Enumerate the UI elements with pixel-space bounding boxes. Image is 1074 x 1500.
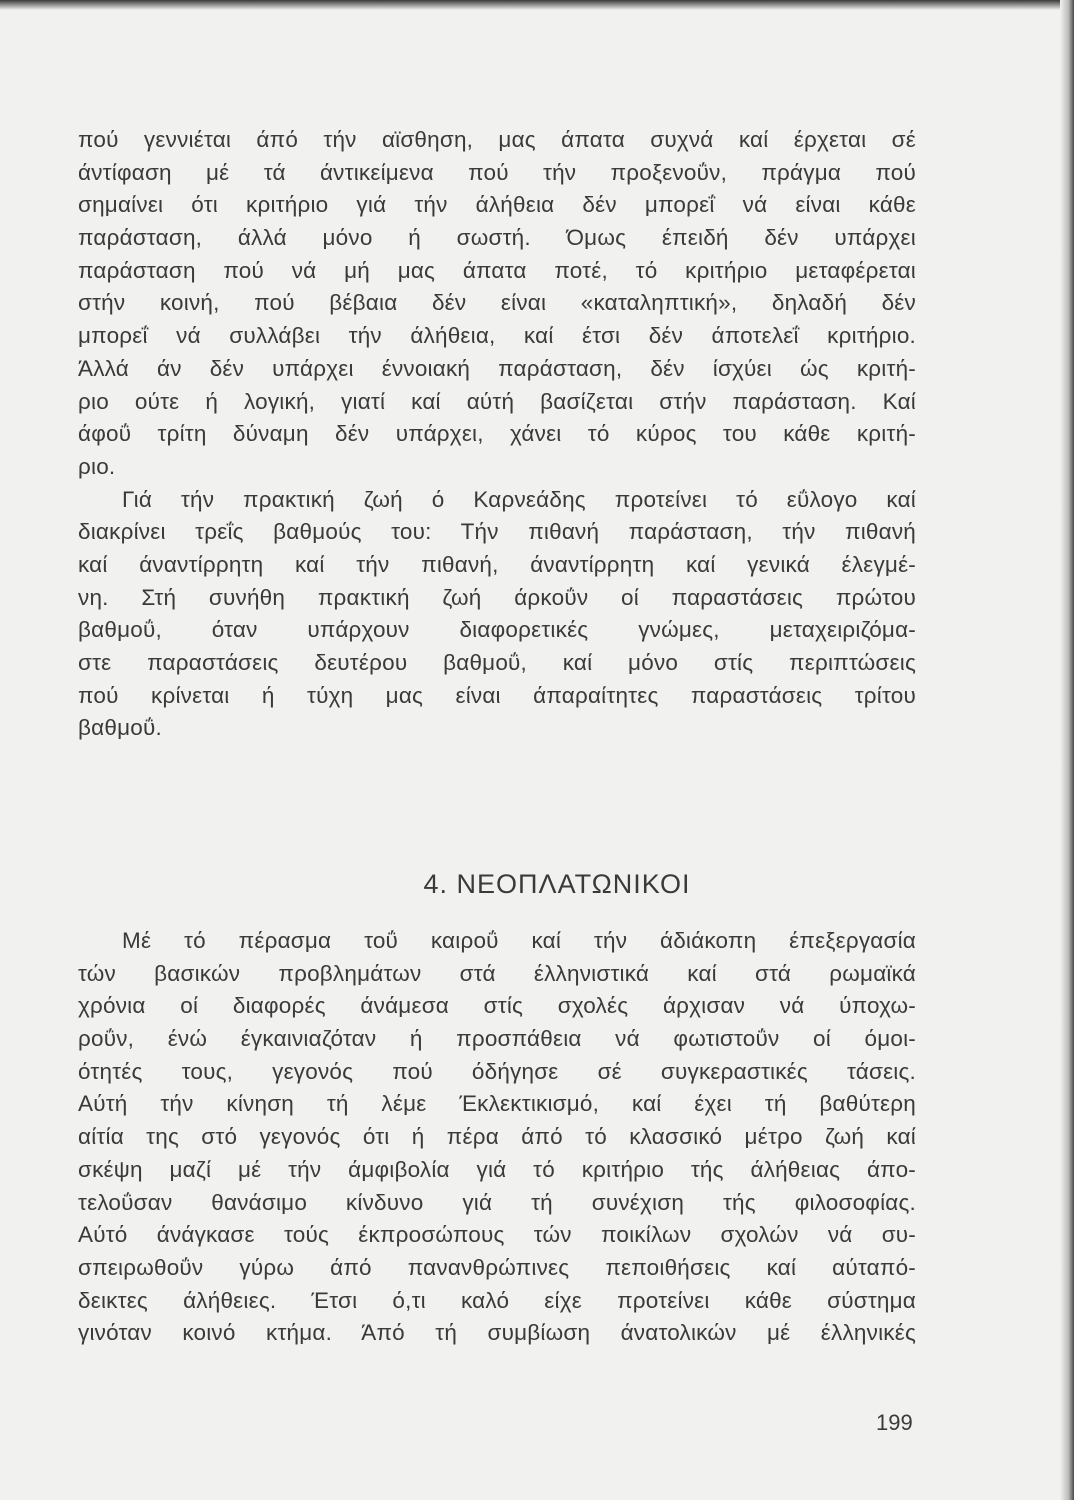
text-line: πού κρίνεται ή τύχη μας είναι άπαραίτητες παραστάσεις τρίτου: [78, 682, 916, 708]
text-line: διακρίνει τρεΐς βαθμούς του: Τήν πιθανή παράσταση, τήν πιθανή: [78, 519, 916, 545]
text-line: μπορεΐ νά συλλάβει τήν άλήθεια, καί έτσι δέν άποτελεΐ κριτήριο.: [78, 323, 916, 349]
text-line: παράσταση, άλλά μόνο ή σωστή. Όμως έπειδή δέν υπάρχει: [78, 225, 916, 251]
text-line: ριο.: [78, 453, 116, 479]
text-line: Άλλά άν δέν υπάρχει έννοιακή παράσταση, δέν ίσχύει ώς κριτή-: [78, 355, 916, 381]
body-text-continued: [78, 925, 916, 1350]
text-line: στε παραστάσεις δευτέρου βαθμοΰ, καί μόνο στίς περιπτώσεις: [78, 650, 916, 675]
section-heading: 4. ΝΕΟΠΛΑΤΩΝΙΚΟΙ: [423, 869, 691, 899]
paragraph-1: [78, 124, 916, 484]
text-line: ότητές τους, γεγονός πού όδήγησε σέ συγκεραστικές τάσεις.: [78, 1058, 916, 1084]
text-line: ροΰν, ένώ έγκαινιαζόταν ή προσπάθεια νά φωτιστοΰν οί όμοι-: [78, 1026, 916, 1052]
text-line: ριο ούτε ή λογική, γιατί καί αύτή βασίζεται στήν παράσταση. Καί: [78, 388, 916, 414]
body-text: [78, 124, 916, 745]
page-number: 199: [876, 1410, 913, 1435]
text-line: Γιά τήν πρακτική ζωή ό Καρνεάδης προτείνει τό εΰλογο καί: [122, 486, 916, 512]
text-line: σημαίνει ότι κριτήριο γιά τήν άλήθεια δέν μπορεΐ νά είναι κάθε: [78, 192, 916, 218]
text-line: παράσταση πού νά μή μας άπατα ποτέ, τό κριτήριο μεταφέρεται: [78, 257, 916, 283]
text-line: Μέ τό πέρασμα τοΰ καιροΰ καί τήν άδιάκοπη έπεξεργασία: [122, 928, 916, 953]
scan-edge-right: [1060, 0, 1074, 1500]
text-line: Αύτό άνάγκασε τούς έκπροσώπους τών ποικίλων σχολών νά συ-: [78, 1222, 916, 1248]
text-line: στήν κοινή, πού βέβαια δέν είναι «καταληπτική», δηλαδή δέν: [78, 290, 916, 316]
text-line: δεικτες άλήθειες. Έτσι ό,τι καλό είχε προτείνει κάθε σύστημα: [78, 1287, 916, 1313]
text-line: σκέψη μαζί μέ τήν άμφιβολία γιά τό κριτήριο τής άλήθειας άπο-: [78, 1156, 916, 1182]
text-line: βαθμοΰ, όταν υπάρχουν διαφορετικές γνώμες, μεταχειριζόμα-: [78, 617, 916, 643]
text-line: άφοΰ τρίτη δύναμη δέν υπάρχει, χάνει τό κύρος του κάθε κριτή-: [78, 421, 916, 447]
text-line: Αύτή τήν κίνηση τή λέμε Έκλεκτικισμό, καί έχει τή βαθύτερη: [78, 1091, 916, 1117]
text-line: σπειρωθοΰν γύρω άπό πανανθρώπινες πεποιθήσεις καί αύταπό-: [78, 1254, 916, 1280]
text-line: γινόταν κοινό κτήμα. Άπό τή συμβίωση άνατολικών μέ έλληνικές: [78, 1320, 916, 1346]
paragraph-3: [78, 925, 916, 1350]
text-line: τών βασικών προβλημάτων στά έλληνιστικά καί στά ρωμαϊκά: [78, 960, 916, 986]
text-line: αίτία της στό γεγονός ότι ή πέρα άπό τό κλασσικό μέτρο ζωή καί: [78, 1124, 916, 1150]
paragraph-2: [78, 484, 916, 746]
text-line: τελοΰσαν θανάσιμο κίνδυνο γιά τή συνέχιση τής φιλοσοφίας.: [78, 1189, 916, 1215]
text-line: χρόνια οί διαφορές άνάμεσα στίς σχολές άρχισαν νά ύποχω-: [78, 993, 916, 1019]
text-line: βαθμοΰ.: [78, 715, 162, 741]
text-line: νη. Στή συνήθη πρακτική ζωή άρκοΰν οί παραστάσεις πρώτου: [78, 584, 916, 610]
text-line: καί άναντίρρητη καί τήν πιθανή, άναντίρρητη καί γενικά έλεγμέ-: [78, 551, 916, 577]
scan-edge-top: [0, 0, 1074, 10]
text-line: πού γεννιέται άπό τήν αϊσθηση, μας άπατα συχνά καί έρχεται σέ: [78, 127, 916, 152]
text-line: άντίφαση μέ τά άντικείμενα πού τήν προξενοΰν, πράγμα πού: [78, 159, 916, 185]
